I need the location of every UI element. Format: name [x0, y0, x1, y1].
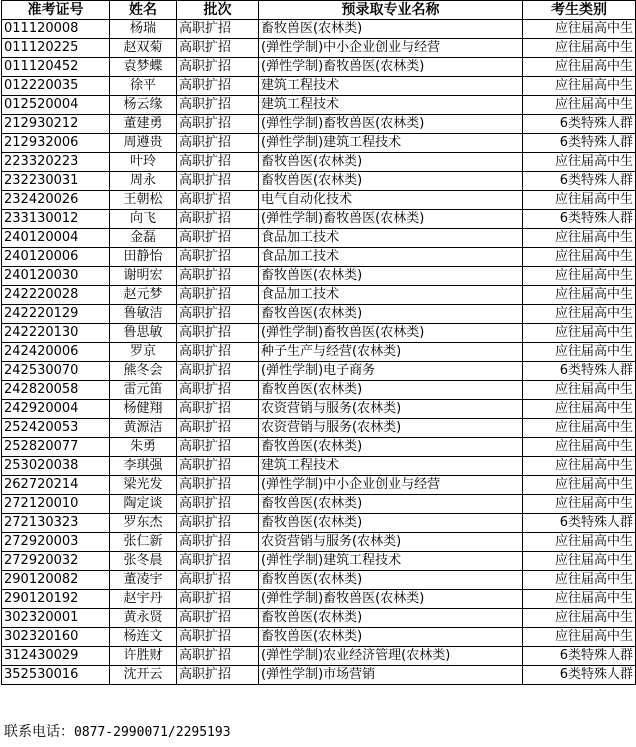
cell-batch: 高职扩招 — [177, 286, 259, 305]
cell-student-type: 应往届高中生 — [523, 457, 636, 476]
cell-batch: 高职扩招 — [177, 514, 259, 533]
cell-major: (弹性学制)电子商务 — [259, 362, 523, 381]
table-row — [2, 305, 636, 324]
cell-student-type: 6类特殊人群 — [523, 115, 636, 134]
cell-name: 徐平 — [110, 77, 177, 96]
cell-exam-id: 242220028 — [2, 286, 110, 305]
cell-major: 电气自动化技术 — [259, 191, 523, 210]
cell-student-type: 应往届高中生 — [523, 400, 636, 419]
cell-name: 罗京 — [110, 343, 177, 362]
cell-exam-id: 302320001 — [2, 609, 110, 628]
cell-name: 李琪强 — [110, 457, 177, 476]
table-row — [2, 20, 636, 39]
cell-name: 田静怡 — [110, 248, 177, 267]
cell-exam-id: 252820077 — [2, 438, 110, 457]
cell-batch: 高职扩招 — [177, 248, 259, 267]
table-row — [2, 552, 636, 571]
cell-major: 畜牧兽医(农林类) — [259, 514, 523, 533]
cell-batch: 高职扩招 — [177, 39, 259, 58]
cell-student-type: 应往届高中生 — [523, 153, 636, 172]
cell-exam-id: 242920004 — [2, 400, 110, 419]
cell-exam-id: 302320160 — [2, 628, 110, 647]
cell-student-type: 应往届高中生 — [523, 267, 636, 286]
cell-exam-id: 272920032 — [2, 552, 110, 571]
cell-major: 农资营销与服务(农林类) — [259, 419, 523, 438]
cell-student-type: 应往届高中生 — [523, 495, 636, 514]
cell-name: 董建勇 — [110, 115, 177, 134]
cell-batch: 高职扩招 — [177, 172, 259, 191]
cell-exam-id: 242220130 — [2, 324, 110, 343]
header-major: 预录取专业名称 — [259, 1, 523, 20]
cell-student-type: 6类特殊人群 — [523, 666, 636, 685]
cell-exam-id: 012520004 — [2, 96, 110, 115]
cell-student-type: 应往届高中生 — [523, 39, 636, 58]
cell-major: 畜牧兽医(农林类) — [259, 609, 523, 628]
header-row — [2, 1, 636, 20]
cell-student-type: 6类特殊人群 — [523, 647, 636, 666]
cell-student-type: 应往届高中生 — [523, 438, 636, 457]
cell-batch: 高职扩招 — [177, 495, 259, 514]
cell-major: 畜牧兽医(农林类) — [259, 267, 523, 286]
cell-exam-id: 012220035 — [2, 77, 110, 96]
contact-label: 联系电话： — [4, 724, 74, 740]
cell-name: 许胜财 — [110, 647, 177, 666]
table-row — [2, 628, 636, 647]
cell-batch: 高职扩招 — [177, 666, 259, 685]
cell-student-type: 应往届高中生 — [523, 191, 636, 210]
cell-batch: 高职扩招 — [177, 533, 259, 552]
table-row — [2, 229, 636, 248]
table-row — [2, 96, 636, 115]
cell-major: 畜牧兽医(农林类) — [259, 153, 523, 172]
header-exam-id: 准考证号 — [2, 1, 110, 20]
cell-student-type: 应往届高中生 — [523, 609, 636, 628]
cell-name: 袁梦蝶 — [110, 58, 177, 77]
cell-student-type: 应往届高中生 — [523, 96, 636, 115]
cell-batch: 高职扩招 — [177, 305, 259, 324]
cell-exam-id: 253020038 — [2, 457, 110, 476]
cell-major: (弹性学制)农业经济管理(农林类) — [259, 647, 523, 666]
table-row — [2, 533, 636, 552]
cell-name: 杨健翔 — [110, 400, 177, 419]
cell-major: 种子生产与经营(农林类) — [259, 343, 523, 362]
cell-batch: 高职扩招 — [177, 647, 259, 666]
cell-name: 赵元梦 — [110, 286, 177, 305]
cell-exam-id: 212930212 — [2, 115, 110, 134]
cell-batch: 高职扩招 — [177, 229, 259, 248]
cell-name: 董凌宇 — [110, 571, 177, 590]
cell-major: 食品加工技术 — [259, 229, 523, 248]
header-batch: 批次 — [177, 1, 259, 20]
cell-name: 黄永贤 — [110, 609, 177, 628]
cell-exam-id: 242530070 — [2, 362, 110, 381]
table-row — [2, 58, 636, 77]
table-body — [2, 20, 636, 685]
cell-exam-id: 232230031 — [2, 172, 110, 191]
table-row — [2, 248, 636, 267]
cell-name: 张冬晨 — [110, 552, 177, 571]
cell-student-type: 应往届高中生 — [523, 628, 636, 647]
cell-name: 金磊 — [110, 229, 177, 248]
cell-student-type: 应往届高中生 — [523, 533, 636, 552]
cell-batch: 高职扩招 — [177, 343, 259, 362]
cell-batch: 高职扩招 — [177, 77, 259, 96]
table-row — [2, 172, 636, 191]
cell-batch: 高职扩招 — [177, 552, 259, 571]
cell-name: 鲁敏洁 — [110, 305, 177, 324]
cell-major: 畜牧兽医(农林类) — [259, 20, 523, 39]
cell-major: (弹性学制)畜牧兽医(农林类) — [259, 58, 523, 77]
contact-footer — [4, 722, 231, 743]
cell-batch: 高职扩招 — [177, 58, 259, 77]
table-row — [2, 666, 636, 685]
cell-student-type: 应往届高中生 — [523, 229, 636, 248]
cell-batch: 高职扩招 — [177, 571, 259, 590]
table-row — [2, 210, 636, 229]
cell-major: 畜牧兽医(农林类) — [259, 438, 523, 457]
cell-batch: 高职扩招 — [177, 362, 259, 381]
cell-name: 周永 — [110, 172, 177, 191]
table-row — [2, 400, 636, 419]
cell-major: 畜牧兽医(农林类) — [259, 628, 523, 647]
cell-batch: 高职扩招 — [177, 134, 259, 153]
cell-student-type: 应往届高中生 — [523, 58, 636, 77]
cell-batch: 高职扩招 — [177, 267, 259, 286]
cell-student-type: 应往届高中生 — [523, 552, 636, 571]
cell-name: 杨连文 — [110, 628, 177, 647]
cell-major: 建筑工程技术 — [259, 77, 523, 96]
table-row — [2, 571, 636, 590]
cell-exam-id: 290120192 — [2, 590, 110, 609]
cell-major: (弹性学制)建筑工程技术 — [259, 552, 523, 571]
cell-student-type: 应往届高中生 — [523, 571, 636, 590]
cell-student-type: 应往届高中生 — [523, 20, 636, 39]
cell-batch: 高职扩招 — [177, 210, 259, 229]
cell-batch: 高职扩招 — [177, 590, 259, 609]
cell-exam-id: 232420026 — [2, 191, 110, 210]
cell-name: 陶定谈 — [110, 495, 177, 514]
table-row — [2, 457, 636, 476]
cell-name: 朱勇 — [110, 438, 177, 457]
cell-student-type: 应往届高中生 — [523, 305, 636, 324]
cell-batch: 高职扩招 — [177, 191, 259, 210]
cell-major: 畜牧兽医(农林类) — [259, 172, 523, 191]
table-row — [2, 647, 636, 666]
table-row — [2, 362, 636, 381]
cell-major: (弹性学制)市场营销 — [259, 666, 523, 685]
table-row — [2, 381, 636, 400]
admission-table — [1, 0, 636, 685]
table-row — [2, 514, 636, 533]
table-row — [2, 495, 636, 514]
cell-name: 向飞 — [110, 210, 177, 229]
header-name: 姓名 — [110, 1, 177, 20]
cell-name: 赵宇丹 — [110, 590, 177, 609]
cell-batch: 高职扩招 — [177, 20, 259, 39]
table-row — [2, 476, 636, 495]
cell-batch: 高职扩招 — [177, 628, 259, 647]
cell-batch: 高职扩招 — [177, 609, 259, 628]
cell-student-type: 6类特殊人群 — [523, 172, 636, 191]
cell-student-type: 6类特殊人群 — [523, 362, 636, 381]
cell-name: 张仁新 — [110, 533, 177, 552]
cell-batch: 高职扩招 — [177, 324, 259, 343]
table-row — [2, 343, 636, 362]
cell-exam-id: 290120082 — [2, 571, 110, 590]
cell-major: 畜牧兽医(农林类) — [259, 495, 523, 514]
cell-name: 杨瑞 — [110, 20, 177, 39]
table-row — [2, 134, 636, 153]
table-row — [2, 39, 636, 58]
cell-major: (弹性学制)畜牧兽医(农林类) — [259, 210, 523, 229]
cell-exam-id: 242420006 — [2, 343, 110, 362]
cell-major: (弹性学制)畜牧兽医(农林类) — [259, 324, 523, 343]
cell-exam-id: 212932006 — [2, 134, 110, 153]
cell-major: 畜牧兽医(农林类) — [259, 305, 523, 324]
cell-major: 建筑工程技术 — [259, 96, 523, 115]
cell-name: 王朝松 — [110, 191, 177, 210]
cell-name: 黄源洁 — [110, 419, 177, 438]
cell-batch: 高职扩招 — [177, 381, 259, 400]
cell-major: (弹性学制)中小企业创业与经营 — [259, 39, 523, 58]
table-row — [2, 191, 636, 210]
cell-batch: 高职扩招 — [177, 96, 259, 115]
cell-major: 畜牧兽医(农林类) — [259, 571, 523, 590]
cell-exam-id: 272130323 — [2, 514, 110, 533]
table-row — [2, 609, 636, 628]
cell-exam-id: 252420053 — [2, 419, 110, 438]
cell-student-type: 6类特殊人群 — [523, 134, 636, 153]
table-row — [2, 438, 636, 457]
cell-major: 农资营销与服务(农林类) — [259, 533, 523, 552]
cell-batch: 高职扩招 — [177, 400, 259, 419]
cell-student-type: 6类特殊人群 — [523, 514, 636, 533]
cell-exam-id: 272920003 — [2, 533, 110, 552]
cell-major: (弹性学制)畜牧兽医(农林类) — [259, 115, 523, 134]
cell-student-type: 应往届高中生 — [523, 324, 636, 343]
cell-name: 杨云缘 — [110, 96, 177, 115]
cell-major: 食品加工技术 — [259, 286, 523, 305]
cell-student-type: 6类特殊人群 — [523, 210, 636, 229]
cell-student-type: 应往届高中生 — [523, 381, 636, 400]
cell-exam-id: 352530016 — [2, 666, 110, 685]
cell-batch: 高职扩招 — [177, 419, 259, 438]
cell-batch: 高职扩招 — [177, 457, 259, 476]
cell-batch: 高职扩招 — [177, 153, 259, 172]
cell-exam-id: 240120006 — [2, 248, 110, 267]
cell-exam-id: 011120225 — [2, 39, 110, 58]
table-row — [2, 324, 636, 343]
cell-exam-id: 242220129 — [2, 305, 110, 324]
cell-student-type: 应往届高中生 — [523, 286, 636, 305]
cell-exam-id: 011120008 — [2, 20, 110, 39]
cell-major: (弹性学制)畜牧兽医(农林类) — [259, 590, 523, 609]
cell-exam-id: 233130012 — [2, 210, 110, 229]
cell-student-type: 应往届高中生 — [523, 419, 636, 438]
table-row — [2, 286, 636, 305]
cell-student-type: 应往届高中生 — [523, 590, 636, 609]
cell-student-type: 应往届高中生 — [523, 77, 636, 96]
cell-student-type: 应往届高中生 — [523, 343, 636, 362]
cell-name: 梁光发 — [110, 476, 177, 495]
cell-name: 雷元笛 — [110, 381, 177, 400]
cell-exam-id: 223320223 — [2, 153, 110, 172]
table-row — [2, 115, 636, 134]
cell-student-type: 应往届高中生 — [523, 248, 636, 267]
cell-name: 罗东杰 — [110, 514, 177, 533]
cell-major: 建筑工程技术 — [259, 457, 523, 476]
cell-student-type: 应往届高中生 — [523, 476, 636, 495]
contact-phone: 0877-2990071/2295193 — [74, 725, 231, 740]
cell-major: (弹性学制)中小企业创业与经营 — [259, 476, 523, 495]
table-row — [2, 153, 636, 172]
cell-batch: 高职扩招 — [177, 438, 259, 457]
table-row — [2, 419, 636, 438]
table-row — [2, 77, 636, 96]
cell-name: 叶玲 — [110, 153, 177, 172]
cell-name: 熊冬会 — [110, 362, 177, 381]
cell-name: 鲁思敏 — [110, 324, 177, 343]
cell-name: 赵双菊 — [110, 39, 177, 58]
cell-major: 畜牧兽医(农林类) — [259, 381, 523, 400]
cell-exam-id: 242820058 — [2, 381, 110, 400]
cell-batch: 高职扩招 — [177, 115, 259, 134]
cell-major: 食品加工技术 — [259, 248, 523, 267]
cell-exam-id: 262720214 — [2, 476, 110, 495]
cell-batch: 高职扩招 — [177, 476, 259, 495]
cell-exam-id: 312430029 — [2, 647, 110, 666]
header-student-type: 考生类别 — [523, 1, 636, 20]
cell-major: (弹性学制)建筑工程技术 — [259, 134, 523, 153]
cell-name: 谢明宏 — [110, 267, 177, 286]
cell-major: 农资营销与服务(农林类) — [259, 400, 523, 419]
table-row — [2, 590, 636, 609]
cell-name: 沈开云 — [110, 666, 177, 685]
cell-exam-id: 240120030 — [2, 267, 110, 286]
table-row — [2, 267, 636, 286]
cell-name: 周遵贵 — [110, 134, 177, 153]
cell-exam-id: 240120004 — [2, 229, 110, 248]
cell-exam-id: 011120452 — [2, 58, 110, 77]
cell-exam-id: 272120010 — [2, 495, 110, 514]
